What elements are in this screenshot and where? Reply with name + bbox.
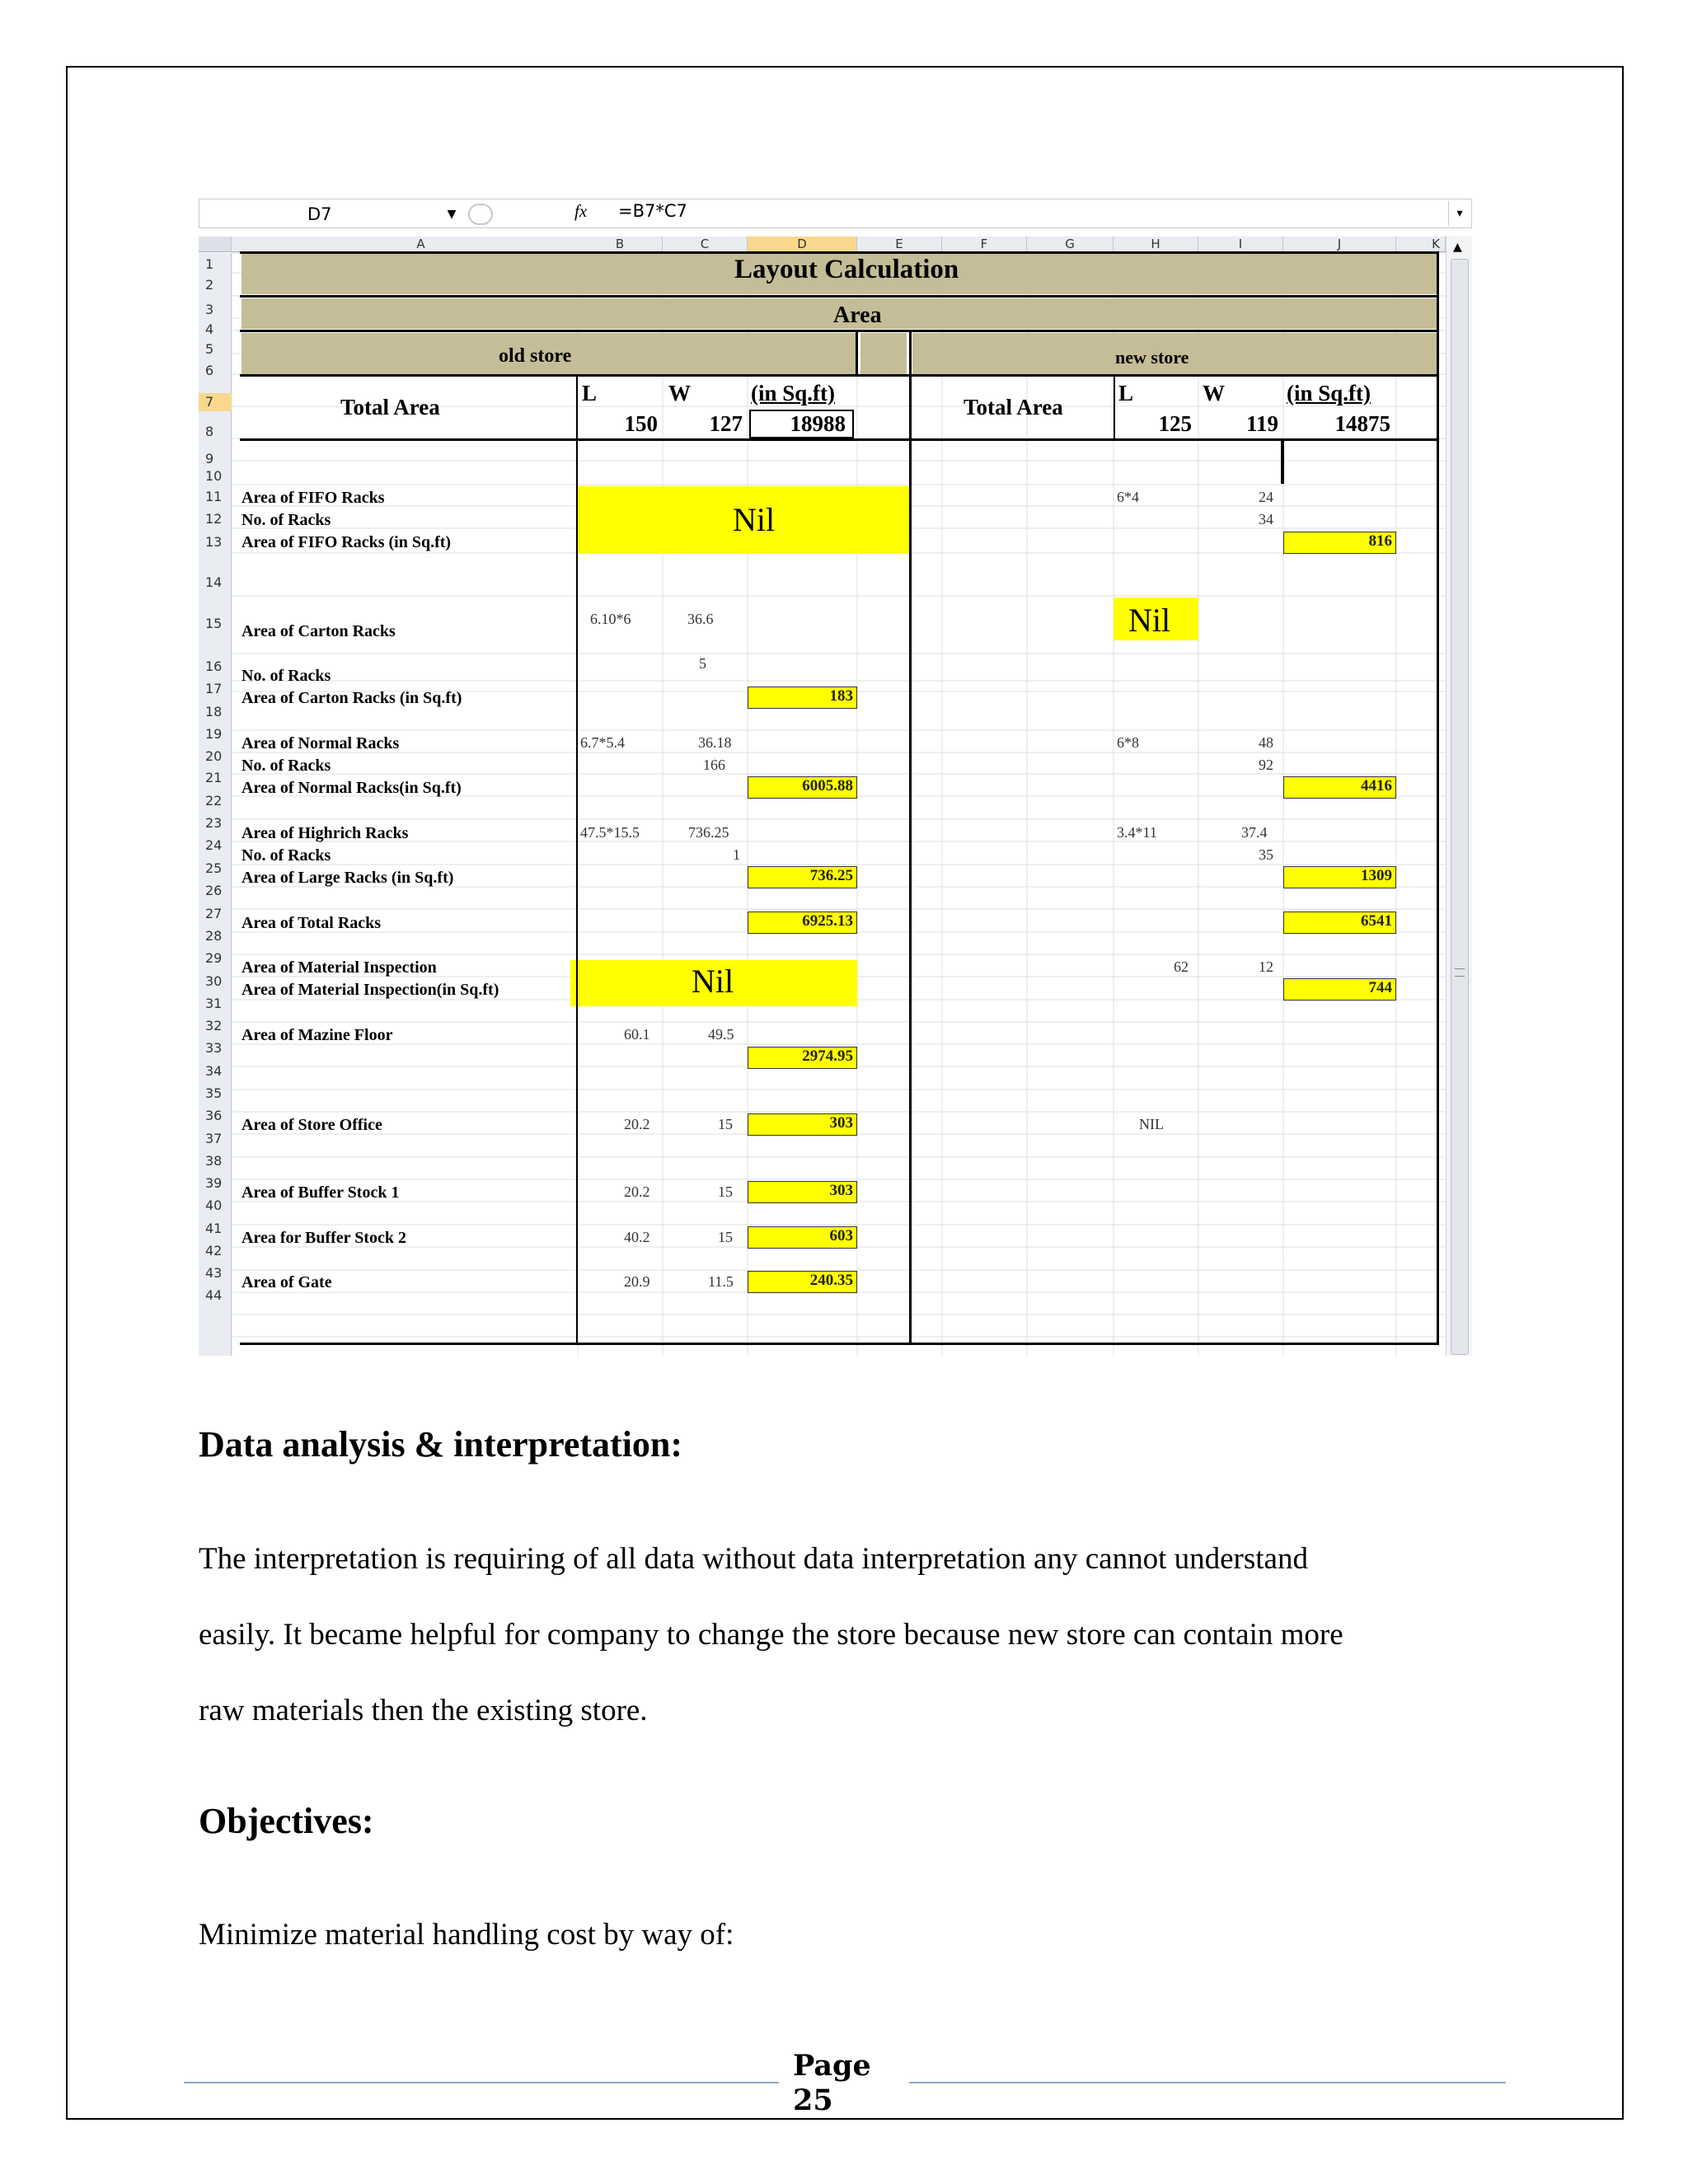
row-header-41[interactable]: 41 xyxy=(205,1221,223,1236)
old-total-racks[interactable]: 6925.13 xyxy=(748,912,857,934)
row-header-31[interactable]: 31 xyxy=(205,996,223,1011)
row-header-24[interactable]: 24 xyxy=(205,837,223,853)
old-l-value[interactable]: 150 xyxy=(624,411,658,436)
old-mazine-l[interactable]: 60.1 xyxy=(624,1026,650,1043)
label-fifo-area: Area of FIFO Racks xyxy=(241,489,385,507)
old-w-label: W xyxy=(668,381,691,405)
row-header-18[interactable]: 18 xyxy=(205,704,223,719)
new-fifo-i[interactable]: 24 xyxy=(1259,489,1273,505)
label-store-office: Area of Store Office xyxy=(241,1116,382,1134)
old-normal-c[interactable]: 36.18 xyxy=(698,734,732,751)
border-line xyxy=(1281,439,1284,484)
old-fifo-nil: Nil xyxy=(733,501,776,538)
label-normal-sqft: Area of Normal Racks(in Sq.ft) xyxy=(241,779,462,797)
row-header-21[interactable]: 21 xyxy=(205,770,223,785)
column-header-b[interactable]: B xyxy=(578,237,663,252)
old-office-sqft[interactable]: 303 xyxy=(748,1113,857,1136)
old-normal-sqft[interactable]: 6005.88 xyxy=(748,776,857,799)
new-normal-racks[interactable]: 92 xyxy=(1259,757,1273,773)
page-word: Page xyxy=(793,2049,871,2083)
page-number-value: 25 xyxy=(793,2083,833,2117)
old-buffer1-w[interactable]: 15 xyxy=(718,1183,733,1200)
column-header-f[interactable]: F xyxy=(942,237,1027,252)
row-header-17[interactable]: 17 xyxy=(205,681,223,696)
new-area-value[interactable]: 14875 xyxy=(1334,411,1390,436)
row-header-34[interactable]: 34 xyxy=(205,1063,223,1079)
column-header-i[interactable]: I xyxy=(1198,237,1283,252)
row-header-26[interactable]: 26 xyxy=(205,883,223,898)
old-w-value[interactable]: 127 xyxy=(709,411,743,436)
row-header-30[interactable]: 30 xyxy=(205,973,223,989)
old-office-w[interactable]: 15 xyxy=(718,1116,733,1132)
row-header-9[interactable]: 9 xyxy=(205,451,214,466)
expand-formula-bar-icon[interactable]: ▾ xyxy=(1448,201,1470,226)
spreadsheet-screenshot xyxy=(199,199,1472,1356)
old-l-label: L xyxy=(582,381,598,405)
new-store-header: new store xyxy=(1115,347,1189,368)
label-mat-insp: Area of Material Inspection xyxy=(241,958,437,977)
scroll-up-arrow-icon[interactable]: ▲ xyxy=(1453,241,1462,254)
row-header-3[interactable]: 3 xyxy=(205,302,214,317)
new-fifo-sqft[interactable]: 816 xyxy=(1283,532,1396,554)
border-line xyxy=(1114,374,1115,440)
paragraph-line-2: easily. It became helpful for company to change the store because new store can contain more xyxy=(199,1618,1343,1652)
column-header-h[interactable]: H xyxy=(1114,237,1198,252)
border-line xyxy=(856,330,858,376)
new-normal-sqft[interactable]: 4416 xyxy=(1283,776,1396,799)
name-box[interactable]: D7 xyxy=(307,204,332,224)
grip-icon xyxy=(1455,968,1465,977)
label-mazine: Area of Mazine Floor xyxy=(241,1026,393,1044)
new-fifo-racks[interactable]: 34 xyxy=(1259,511,1273,527)
row-header-2[interactable]: 2 xyxy=(205,277,214,293)
new-mat-sqft[interactable]: 744 xyxy=(1283,978,1396,1001)
row-header-38[interactable]: 38 xyxy=(205,1153,223,1169)
label-carton-area: Area of Carton Racks xyxy=(241,622,396,640)
row-header-14[interactable]: 14 xyxy=(205,574,223,590)
fx-icon[interactable]: fx xyxy=(574,201,588,221)
row-header-33[interactable]: 33 xyxy=(205,1040,223,1056)
old-normal-dim[interactable]: 6.7*5.4 xyxy=(580,734,625,751)
row-header-40[interactable]: 40 xyxy=(205,1197,223,1213)
border-line xyxy=(240,438,1439,441)
new-fifo-dim[interactable]: 6*4 xyxy=(1117,489,1139,505)
row-header-4[interactable]: 4 xyxy=(205,321,214,337)
old-gate-l[interactable]: 20.9 xyxy=(624,1273,650,1290)
sheet-title: Layout Calculation xyxy=(734,255,959,284)
new-office-nil: NIL xyxy=(1139,1116,1164,1132)
old-carton-c[interactable]: 36.6 xyxy=(687,611,714,627)
row-header-44[interactable]: 44 xyxy=(205,1287,223,1303)
old-mat-nil: Nil xyxy=(692,963,734,1000)
footer-rule-left xyxy=(184,2082,779,2083)
border-line xyxy=(576,374,578,1345)
row-header-42[interactable]: 42 xyxy=(205,1243,223,1258)
column-header-d[interactable]: D xyxy=(748,237,857,252)
old-unit-label: (in Sq.ft) xyxy=(751,381,836,405)
new-mat-i[interactable]: 12 xyxy=(1259,958,1273,975)
vertical-scrollbar[interactable] xyxy=(1446,236,1472,1356)
row-header-23[interactable]: 23 xyxy=(205,815,223,831)
old-total-area-label: Total Area xyxy=(340,395,440,419)
formula-input[interactable]: =B7*C7 xyxy=(618,201,687,221)
column-header-g[interactable]: G xyxy=(1027,237,1114,252)
new-carton-nil: Nil xyxy=(1128,602,1171,639)
scrollbar-thumb[interactable] xyxy=(1451,259,1469,1355)
old-buffer1-sqft[interactable]: 303 xyxy=(748,1181,857,1203)
row-header-29[interactable]: 29 xyxy=(205,950,223,966)
label-fifo-sqft: Area of FIFO Racks (in Sq.ft) xyxy=(241,533,452,551)
old-buffer2-w[interactable]: 15 xyxy=(718,1229,733,1245)
paragraph-objectives: Minimize material handling cost by way of: xyxy=(199,1918,734,1952)
paragraph-line-3: raw materials then the existing store. xyxy=(199,1694,648,1727)
new-normal-dim[interactable]: 6*8 xyxy=(1117,734,1139,751)
row-header-35[interactable]: 35 xyxy=(205,1085,223,1101)
old-normal-racks[interactable]: 166 xyxy=(703,757,725,773)
row-header-8[interactable]: 8 xyxy=(205,424,214,439)
new-total-area-label: Total Area xyxy=(964,395,1063,419)
new-large-sqft[interactable]: 1309 xyxy=(1283,866,1396,888)
heading-data-analysis: Data analysis & interpretation: xyxy=(199,1424,683,1465)
border-line xyxy=(240,1343,1439,1345)
label-total-racks: Area of Total Racks xyxy=(241,914,382,932)
row-header-32[interactable]: 32 xyxy=(205,1018,223,1033)
label-no-racks: No. of Racks xyxy=(241,667,331,685)
row-header-16[interactable]: 16 xyxy=(205,658,223,674)
new-highrich-dim[interactable]: 3.4*11 xyxy=(1117,824,1157,841)
paragraph-line-1: The interpretation is requiring of all data without data interpretation any cannot understand xyxy=(199,1542,1308,1576)
old-mazine-w[interactable]: 49.5 xyxy=(708,1026,734,1043)
label-normal-area: Area of Normal Racks xyxy=(241,734,400,752)
row-header-7[interactable]: 7 xyxy=(199,393,232,411)
old-highrich-dim[interactable]: 47.5*15.5 xyxy=(580,824,640,841)
name-box-dropdown-icon[interactable]: ▼ xyxy=(447,208,457,221)
new-w-label: W xyxy=(1203,381,1225,405)
row-header-25[interactable]: 25 xyxy=(205,860,223,876)
old-gate-sqft[interactable]: 240.35 xyxy=(748,1271,857,1293)
old-office-l[interactable]: 20.2 xyxy=(624,1116,650,1132)
row-header-13[interactable]: 13 xyxy=(205,534,223,550)
row-header-20[interactable]: 20 xyxy=(205,748,223,764)
label-mat-insp-sqft: Area of Material Inspection(in Sq.ft) xyxy=(241,981,499,999)
old-buffer2-sqft[interactable]: 603 xyxy=(748,1226,857,1249)
column-header-j[interactable]: J xyxy=(1283,237,1396,252)
old-gate-w[interactable]: 11.5 xyxy=(708,1273,734,1290)
new-mat-h[interactable]: 62 xyxy=(1174,958,1189,975)
row-header-10[interactable]: 10 xyxy=(205,468,223,484)
label-no-racks: No. of Racks xyxy=(241,846,331,865)
old-highrich-c[interactable]: 736.25 xyxy=(688,824,729,841)
border-line xyxy=(240,374,1439,377)
new-normal-i[interactable]: 48 xyxy=(1259,734,1273,751)
row-header-1[interactable]: 1 xyxy=(205,256,214,272)
row-header-36[interactable]: 36 xyxy=(205,1108,223,1123)
old-mazine-sqft[interactable]: 2974.95 xyxy=(748,1047,857,1069)
column-header-c[interactable]: C xyxy=(663,237,748,252)
row-header-5[interactable]: 5 xyxy=(205,341,214,357)
row-header-15[interactable]: 15 xyxy=(205,616,223,631)
new-total-racks[interactable]: 6541 xyxy=(1283,912,1396,934)
row-header-27[interactable]: 27 xyxy=(205,906,223,921)
border-line xyxy=(240,330,1439,332)
row-header-12[interactable]: 12 xyxy=(205,511,223,527)
column-header-a[interactable]: A xyxy=(232,237,611,252)
column-header-k[interactable]: K xyxy=(1396,237,1446,252)
label-no-racks: No. of Racks xyxy=(241,511,331,529)
label-gate: Area of Gate xyxy=(241,1273,332,1291)
old-buffer2-l[interactable]: 40.2 xyxy=(624,1229,650,1245)
old-buffer1-l[interactable]: 20.2 xyxy=(624,1183,650,1200)
new-l-value[interactable]: 125 xyxy=(1158,411,1192,436)
new-unit-label: (in Sq.ft) xyxy=(1287,381,1372,405)
row-header-43[interactable]: 43 xyxy=(205,1265,223,1281)
label-large-sqft: Area of Large Racks (in Sq.ft) xyxy=(241,869,454,887)
row-header-39[interactable]: 39 xyxy=(205,1175,223,1191)
old-carton-dim[interactable]: 6.10*6 xyxy=(590,611,631,627)
row-header-6[interactable]: 6 xyxy=(205,363,214,378)
column-header-e[interactable]: E xyxy=(857,237,942,252)
border-line xyxy=(240,295,1439,298)
old-carton-racks[interactable]: 5 xyxy=(699,655,706,672)
old-carton-sqft[interactable]: 183 xyxy=(748,687,857,709)
row-header-28[interactable]: 28 xyxy=(205,928,223,944)
border-line xyxy=(240,251,1439,254)
page-number xyxy=(793,2049,871,2118)
new-highrich-i[interactable]: 37.4 xyxy=(1241,824,1268,841)
old-store-header: old store xyxy=(499,345,572,367)
row-header-22[interactable]: 22 xyxy=(205,793,223,808)
new-highrich-racks[interactable]: 35 xyxy=(1259,846,1273,863)
sheet-subtitle: Area xyxy=(833,302,882,328)
label-no-racks: No. of Racks xyxy=(241,757,331,775)
border-line xyxy=(909,330,912,1345)
label-buffer1: Area of Buffer Stock 1 xyxy=(241,1183,400,1202)
heading-objectives: Objectives: xyxy=(199,1801,374,1841)
border-line xyxy=(1437,251,1439,1345)
footer-rule-right xyxy=(909,2082,1506,2083)
new-l-label: L xyxy=(1118,381,1134,405)
old-highrich-racks[interactable]: 1 xyxy=(733,846,740,863)
old-store-extra-fill xyxy=(860,333,907,374)
label-carton-sqft: Area of Carton Racks (in Sq.ft) xyxy=(241,689,462,707)
label-buffer2: Area for Buffer Stock 2 xyxy=(241,1229,406,1247)
row-header-11[interactable]: 11 xyxy=(205,489,223,504)
label-highrich-area: Area of Highrich Racks xyxy=(241,824,409,842)
row-header-37[interactable]: 37 xyxy=(205,1131,223,1146)
row-header-19[interactable]: 19 xyxy=(205,726,223,742)
old-area-value-selected[interactable]: 18988 xyxy=(749,410,854,438)
new-w-value[interactable]: 119 xyxy=(1245,411,1278,436)
old-large-sqft[interactable]: 736.25 xyxy=(748,866,857,888)
